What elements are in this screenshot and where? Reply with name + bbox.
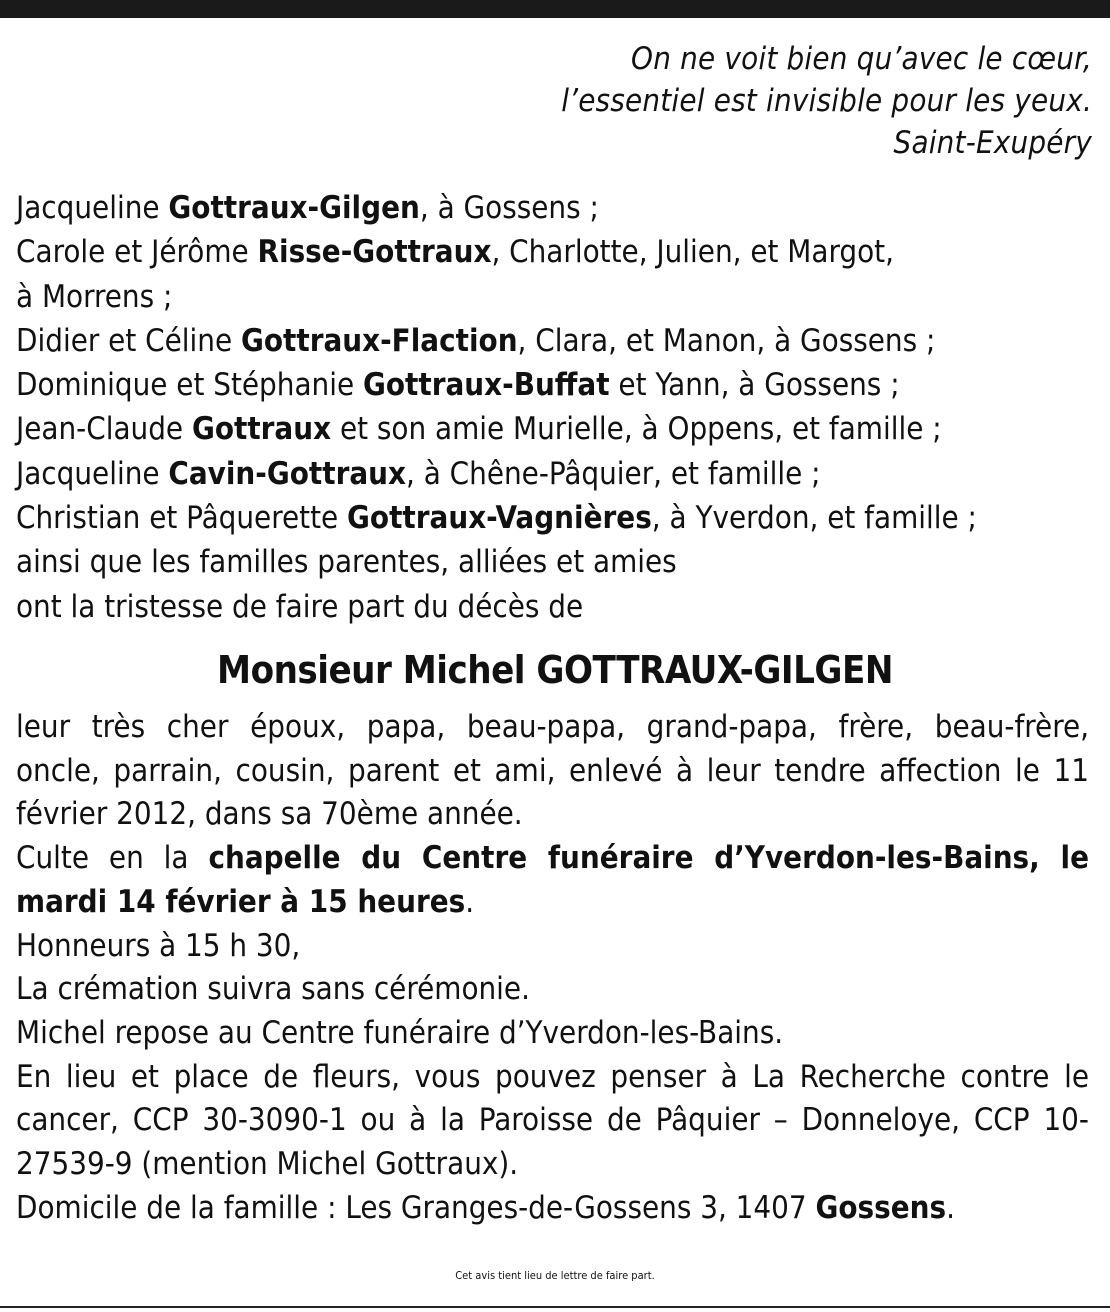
honours-line: Honneurs à 15 h 30, xyxy=(16,927,301,964)
family-line-text: , à Yverdon, et famille ; xyxy=(651,500,977,537)
family-line-text: et son amie Murielle, à Oppens, et famille ; xyxy=(331,411,942,448)
family-line-text: , Charlotte, Julien, et Margot, xyxy=(491,234,894,271)
family-line-text: Carole et Jérôme xyxy=(16,234,258,271)
bottom-rule xyxy=(0,1306,1110,1308)
family-line xyxy=(16,363,1096,407)
family-line xyxy=(16,540,1096,584)
domicile-text: . xyxy=(946,1189,956,1226)
family-line-text: Jacqueline xyxy=(16,455,169,492)
service-line xyxy=(16,837,1089,881)
tribute-line: février 2012, dans sa 70ème année. xyxy=(16,796,523,833)
epigraph xyxy=(561,38,1092,164)
family-name: Cavin-Gottraux xyxy=(168,455,406,492)
service-line xyxy=(16,881,1089,925)
family-line xyxy=(16,230,1096,274)
notice-body xyxy=(16,706,1089,1230)
tribute-line: leur très cher époux, papa, beau-papa, grand-papa, frère, beau-frère, xyxy=(16,709,1089,745)
service-text: Culte en la xyxy=(16,840,209,877)
epigraph-author: Saint-Exupéry xyxy=(893,125,1092,161)
family-line-text: , à Chêne-Pâquier, et famille ; xyxy=(406,455,821,492)
family-line-text: Christian et Pâquerette xyxy=(16,500,348,537)
family-line xyxy=(16,585,1096,629)
cremation-line: La crémation suivra sans cérémonie. xyxy=(16,971,530,1008)
service-text: . xyxy=(465,883,475,920)
family-line-text: Jean-Claude xyxy=(16,411,192,448)
family-name: Gottraux-Vagnières xyxy=(347,500,652,537)
closing-note: Cet avis tient lieu de lettre de faire part. xyxy=(455,1269,655,1282)
epigraph-line-1: On ne voit bien qu’avec le cœur, xyxy=(631,41,1092,77)
donation-line: cancer, CCP 30-3090-1 ou à la Paroisse de Pâquier – Donneloye, CCP 10- xyxy=(16,1102,1089,1139)
family-line-text: et Yann, à Gossens ; xyxy=(609,367,900,404)
family-line-text: Didier et Céline xyxy=(16,322,241,359)
family-line-text: à Morrens ; xyxy=(16,278,173,315)
domicile-town: Gossens xyxy=(815,1189,947,1226)
epigraph-line-2: l’essentiel est invisible pour les yeux. xyxy=(561,83,1092,119)
family-line xyxy=(16,407,1096,451)
family-name: Gottraux-Gilgen xyxy=(168,190,420,226)
repose-line: Michel repose au Centre funéraire d’Yverdon-les-Bains. xyxy=(16,1014,784,1051)
family-line-text: Jacqueline xyxy=(16,190,169,226)
family-name: Gottraux-Flaction xyxy=(240,322,518,359)
family-line xyxy=(16,186,1096,230)
family-line-text: Dominique et Stéphanie xyxy=(16,367,363,404)
family-name: Risse-Gottraux xyxy=(257,234,492,271)
family-line xyxy=(16,496,1096,540)
domicile-line xyxy=(16,1187,1089,1231)
service-place: chapelle du Centre funéraire d’Yverdon-les-Bains, le xyxy=(208,840,1089,877)
family-line-text: , Clara, et Manon, à Gossens ; xyxy=(517,322,936,359)
family-line-text: ainsi que les familles parentes, alliées et amies xyxy=(16,544,677,581)
service-date: mardi 14 février à 15 heures xyxy=(16,883,466,920)
family-line xyxy=(16,275,1096,319)
donation-line: En lieu et place de fleurs, vous pouvez penser à La Recherche contre le xyxy=(16,1058,1089,1095)
family-line-text: , à Gossens ; xyxy=(419,190,599,226)
domicile-text: Domicile de la famille : Les Granges-de-Gossens 3, 1407 xyxy=(16,1189,816,1226)
family-name: Gottraux-Buffat xyxy=(362,367,610,404)
donation-line: 27539-9 (mention Michel Gottraux). xyxy=(16,1146,519,1183)
family-list xyxy=(16,186,1096,629)
deceased-name: Monsieur Michel GOTTRAUX-GILGEN xyxy=(217,648,893,692)
family-name: Gottraux xyxy=(191,411,332,448)
family-line-text: ont la tristesse de faire part du décès de xyxy=(16,588,584,625)
top-rule xyxy=(0,0,1110,18)
family-line xyxy=(16,319,1096,363)
family-line xyxy=(16,452,1096,496)
tribute-line: oncle, parrain, cousin, parent et ami, enlevé à leur tendre affection le 11 xyxy=(16,752,1089,789)
